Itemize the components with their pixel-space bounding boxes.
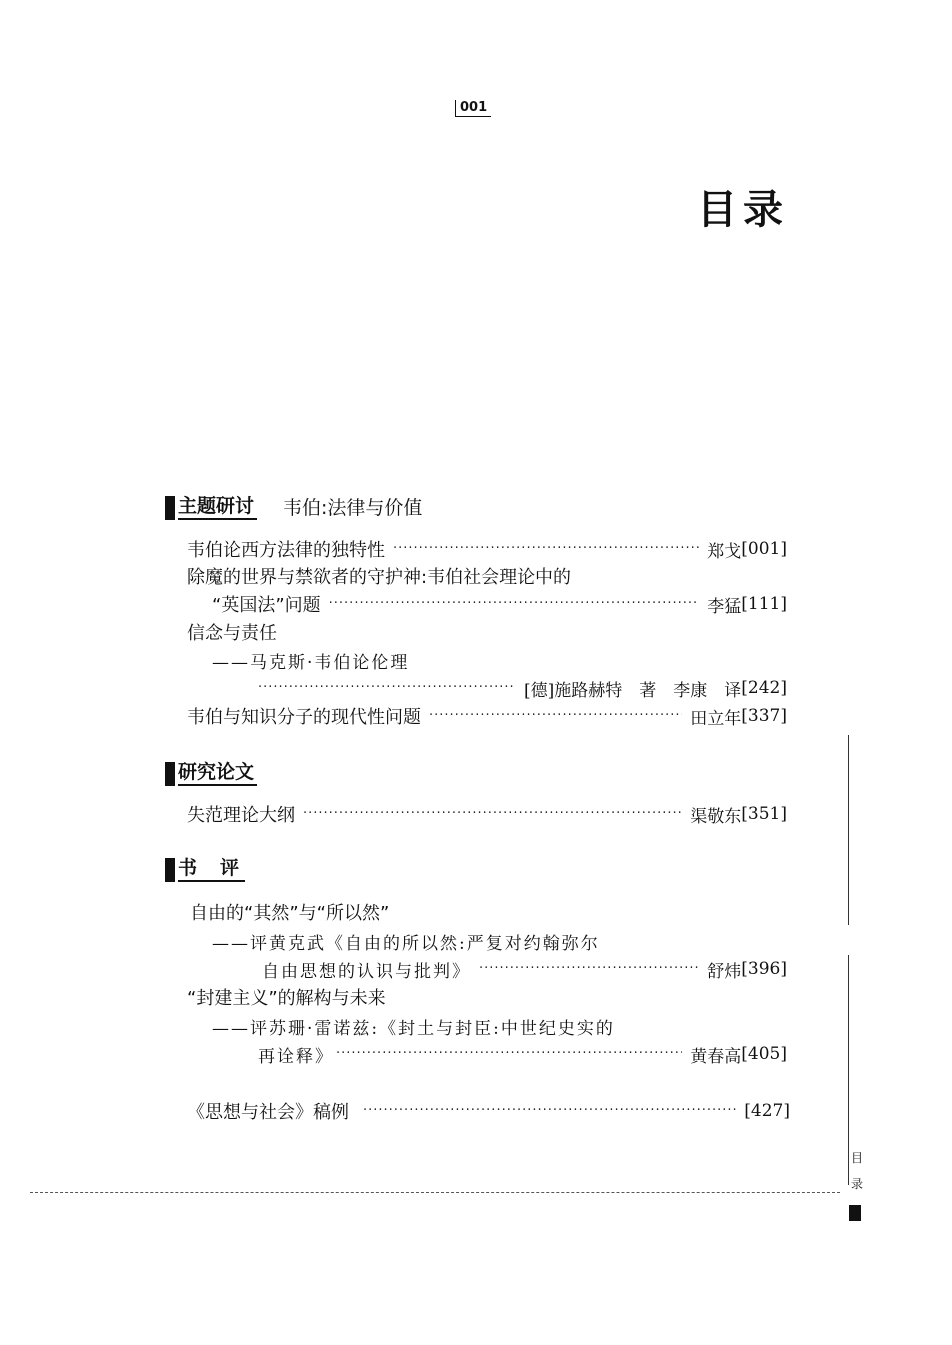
- section-label: 书 评: [178, 856, 245, 882]
- entry-title: 除魔的世界与禁欲者的守护神:韦伯社会理论中的: [187, 567, 572, 588]
- entry-author: [德]施路赫特 著 李康 译: [524, 680, 742, 701]
- toc-entry[interactable]: [187, 801, 787, 827]
- toc-entry[interactable]: [258, 675, 787, 701]
- section-subtitle: 韦伯:法律与价值: [283, 497, 423, 519]
- entry-author: 渠敬东: [690, 806, 742, 827]
- toc-entry[interactable]: [187, 703, 787, 729]
- leader-dots: [329, 595, 700, 613]
- section-marker: [165, 858, 175, 882]
- section-header-research: [165, 760, 257, 786]
- toc-entry-subtitle: [212, 1013, 787, 1039]
- entry-subtitle-cont: 自由思想的认识与批判》: [262, 961, 471, 982]
- entry-author: 郑戈: [707, 541, 742, 562]
- entry-author: 李猛: [707, 596, 742, 617]
- entry-author: 田立年: [690, 708, 742, 729]
- entry-title: “封建主义”的解构与未来: [187, 988, 386, 1009]
- toc-entry-title-line[interactable]: [187, 619, 787, 645]
- entry-page: [242]: [741, 678, 787, 698]
- entry-page: [405]: [741, 1044, 787, 1064]
- toc-entry[interactable]: [212, 591, 787, 617]
- section-header-theme: [165, 494, 422, 520]
- entry-page: [351]: [741, 804, 787, 824]
- leader-dots: [303, 805, 682, 823]
- section-marker: [165, 762, 175, 786]
- leader-dots: [429, 707, 682, 725]
- entry-page: [111]: [741, 594, 787, 614]
- leader-dots: [479, 960, 699, 978]
- side-tab: [849, 1145, 865, 1197]
- entry-subtitle: ——评苏珊·雷诺兹:《封土与封臣:中世纪史实的: [212, 1018, 615, 1039]
- entry-page: [001]: [741, 539, 787, 559]
- entry-title: 自由的“其然”与“所以然”: [190, 903, 390, 924]
- entry-title: 信念与责任: [187, 623, 277, 644]
- toc-entry-title-line[interactable]: [187, 984, 787, 1010]
- toc-entry[interactable]: [187, 1098, 790, 1124]
- entry-title: 韦伯论西方法律的独特性: [187, 540, 385, 561]
- page-title: 目录: [697, 187, 789, 233]
- leader-dots: [363, 1102, 736, 1120]
- entry-subtitle-cont: 再诠释》: [258, 1046, 334, 1067]
- margin-rule: [848, 735, 849, 925]
- toc-entry[interactable]: [258, 1041, 787, 1067]
- toc-entry-title-line[interactable]: [187, 563, 787, 589]
- toc-entry-subtitle: [212, 928, 787, 954]
- entry-title: 失范理论大纲: [187, 805, 295, 826]
- page-number: 001: [455, 100, 491, 117]
- dashed-divider: [30, 1192, 840, 1193]
- side-tab-char: 录: [850, 1177, 863, 1191]
- section-marker: [165, 496, 175, 520]
- entry-page: [337]: [741, 706, 787, 726]
- toc-entry[interactable]: [262, 956, 787, 982]
- leader-dots: [393, 540, 699, 558]
- toc-entry-subtitle: [212, 647, 787, 673]
- entry-title-cont: “英国法”问题: [212, 595, 321, 616]
- entry-page: [427]: [744, 1101, 790, 1121]
- section-label: 研究论文: [178, 760, 257, 786]
- entry-title: 《思想与社会》稿例: [187, 1102, 349, 1123]
- toc-entry[interactable]: [187, 536, 787, 562]
- entry-page: [396]: [741, 959, 787, 979]
- entry-author: 黄春高: [690, 1046, 742, 1067]
- leader-dots: [336, 1045, 682, 1063]
- side-tab-block: [849, 1205, 861, 1221]
- entry-author: 舒炜: [707, 961, 742, 982]
- section-header-reviews: [165, 856, 245, 882]
- entry-subtitle: ——评黄克武《自由的所以然:严复对约翰弥尔: [212, 933, 600, 954]
- toc-entry-title-line[interactable]: [190, 899, 787, 925]
- side-tab-char: 目: [850, 1151, 863, 1165]
- section-label: 主题研讨: [178, 494, 257, 520]
- leader-dots: [258, 679, 516, 697]
- entry-subtitle: ——马克斯·韦伯论伦理: [212, 652, 410, 673]
- entry-title: 韦伯与知识分子的现代性问题: [187, 707, 421, 728]
